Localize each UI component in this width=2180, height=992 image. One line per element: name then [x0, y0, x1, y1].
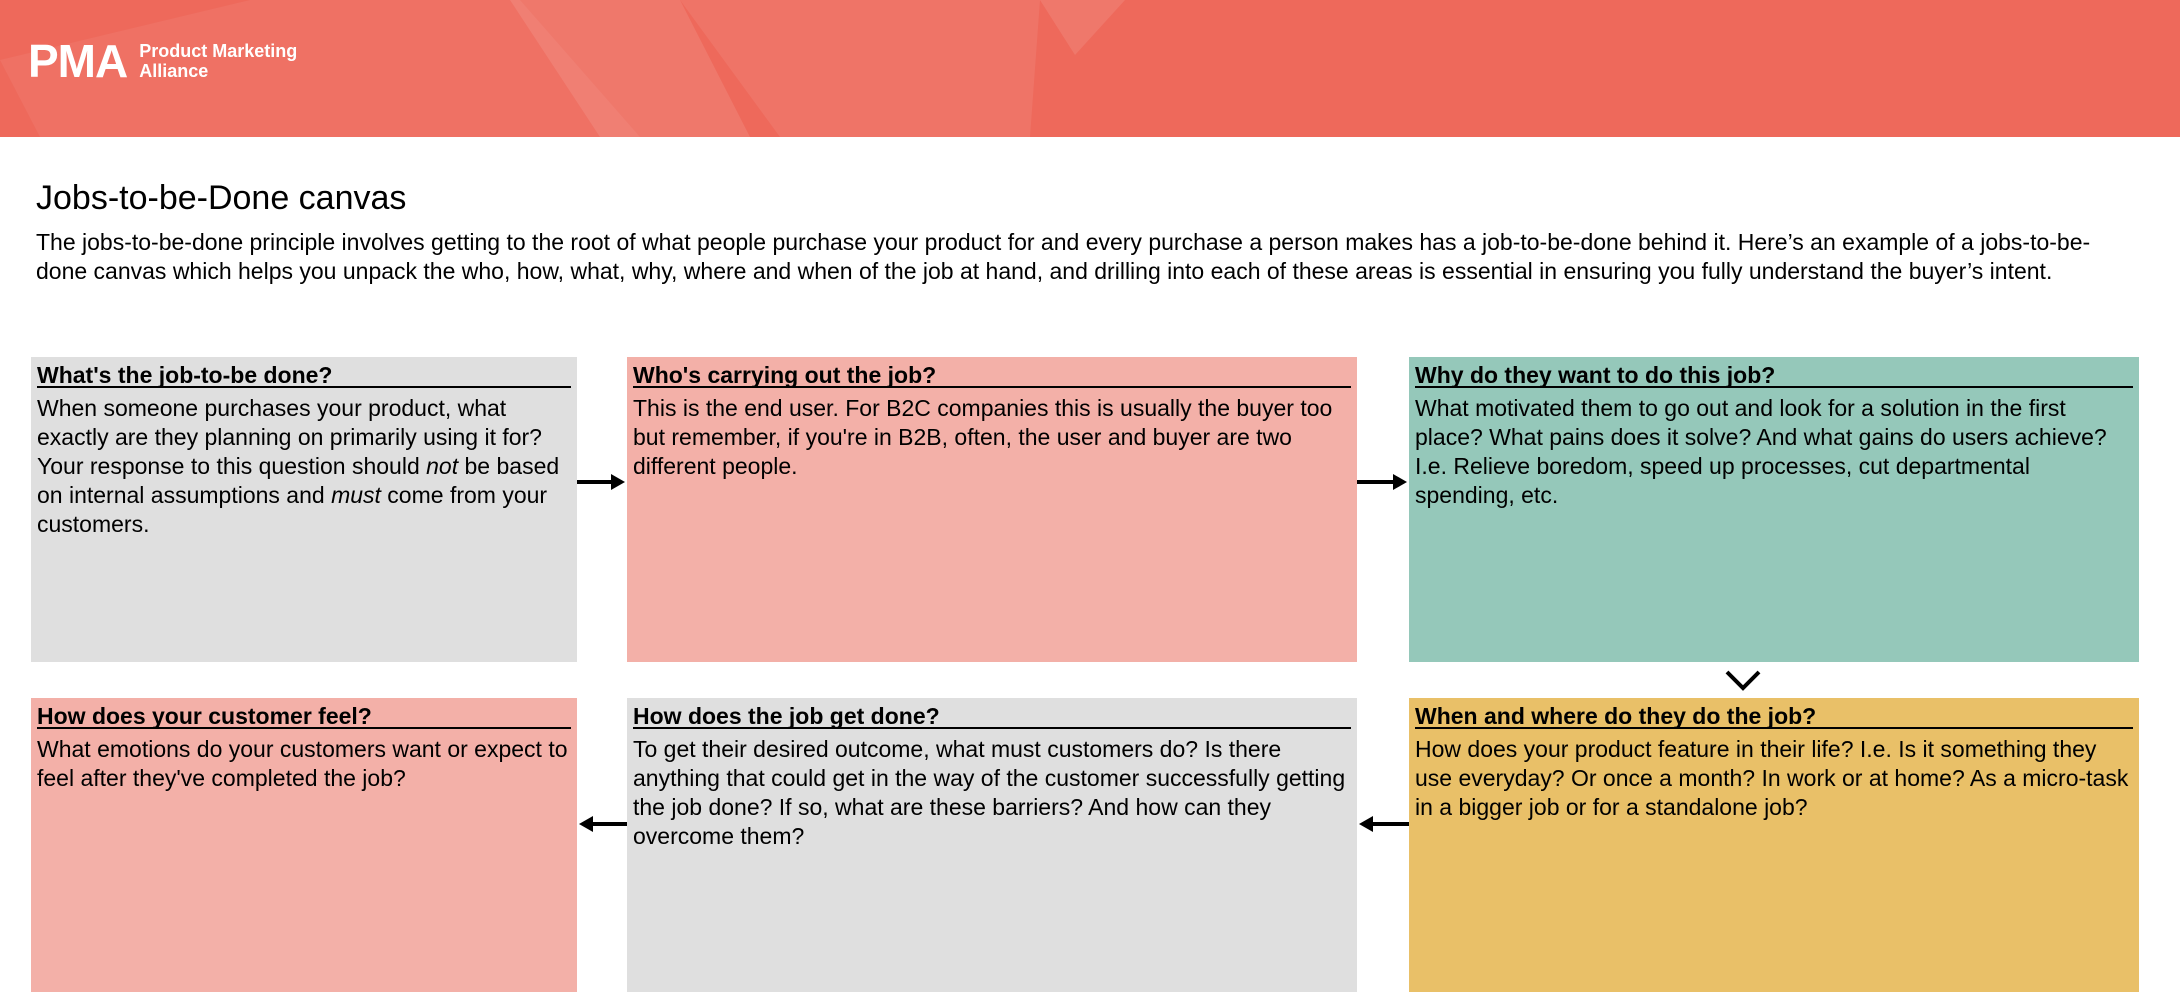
- header-background-pattern: [0, 0, 2180, 137]
- card-customer-feel: [31, 698, 577, 992]
- card-how-done: [627, 698, 1357, 992]
- page-title: Jobs-to-be-Done canvas: [36, 179, 407, 217]
- card-body: How does your product feature in their life? I.e. Is it something they use everyday? Or once a month? In work or at home? As a micro-task in a bigger job or for a standalone job?: [1415, 736, 2129, 820]
- card-title: Who's carrying out the job?: [633, 357, 1351, 388]
- intro-paragraph: The jobs-to-be-done principle involves getting to the root of what people purchase your product for and every purchase a person makes has a job-to-be-done behind it. Here’s an example of a jobs-to-be-done canvas which helps you unpack the who, how, what, why, where and when of the job at hand, and drilling into each of these areas is essential in ensuring you fully understand the buyer’s intent.: [36, 229, 2091, 284]
- card-title: Why do they want to do this job?: [1415, 357, 2133, 388]
- card-who-carrying: [627, 357, 1357, 662]
- page-header: [0, 0, 2180, 137]
- logo-wordmark: [139, 41, 297, 81]
- card-title: How does the job get done?: [633, 698, 1351, 729]
- card-body: What motivated them to go out and look for a solution in the first place? What pains does it solve? And what gains do users achieve? I.e. Relieve boredom, speed up processes, cut departmental spending, etc.: [1415, 395, 2107, 508]
- logo-mark: PMA: [28, 35, 128, 87]
- card-title: What's the job-to-be done?: [37, 357, 571, 388]
- chevron-down-icon: [1724, 666, 1762, 692]
- card-when-where: [1409, 698, 2139, 992]
- logo-line-2: Alliance: [139, 61, 209, 81]
- arrow-right-icon: [577, 470, 627, 494]
- card-title: When and where do they do the job?: [1415, 698, 2133, 729]
- card-body: To get their desired outcome, what must customers do? Is there anything that could get in the way of the customer successfully getting the job done? If so, what are these barriers? And how can they overcome them?: [633, 736, 1346, 849]
- card-body: This is the end user. For B2C companies this is usually the buyer too but remember, if you're in B2B, often, the user and buyer are two different people.: [633, 395, 1333, 479]
- card-body: What emotions do your customers want or expect to feel after they've completed the job?: [37, 736, 568, 791]
- card-what-job: [31, 357, 577, 662]
- arrow-left-icon: [577, 812, 627, 836]
- arrow-right-icon: [1357, 470, 1409, 494]
- card-why-do-job: [1409, 357, 2139, 662]
- logo-line-1: Product Marketing: [139, 41, 298, 61]
- card-title: How does your customer feel?: [37, 698, 571, 729]
- arrow-left-icon: [1357, 812, 1409, 836]
- card-body: When someone purchases your product, what exactly are they planning on primarily using it for? Your response to this question should not be based on internal assumptions and must come from your customers.: [37, 395, 560, 537]
- pma-logo[interactable]: [28, 35, 298, 87]
